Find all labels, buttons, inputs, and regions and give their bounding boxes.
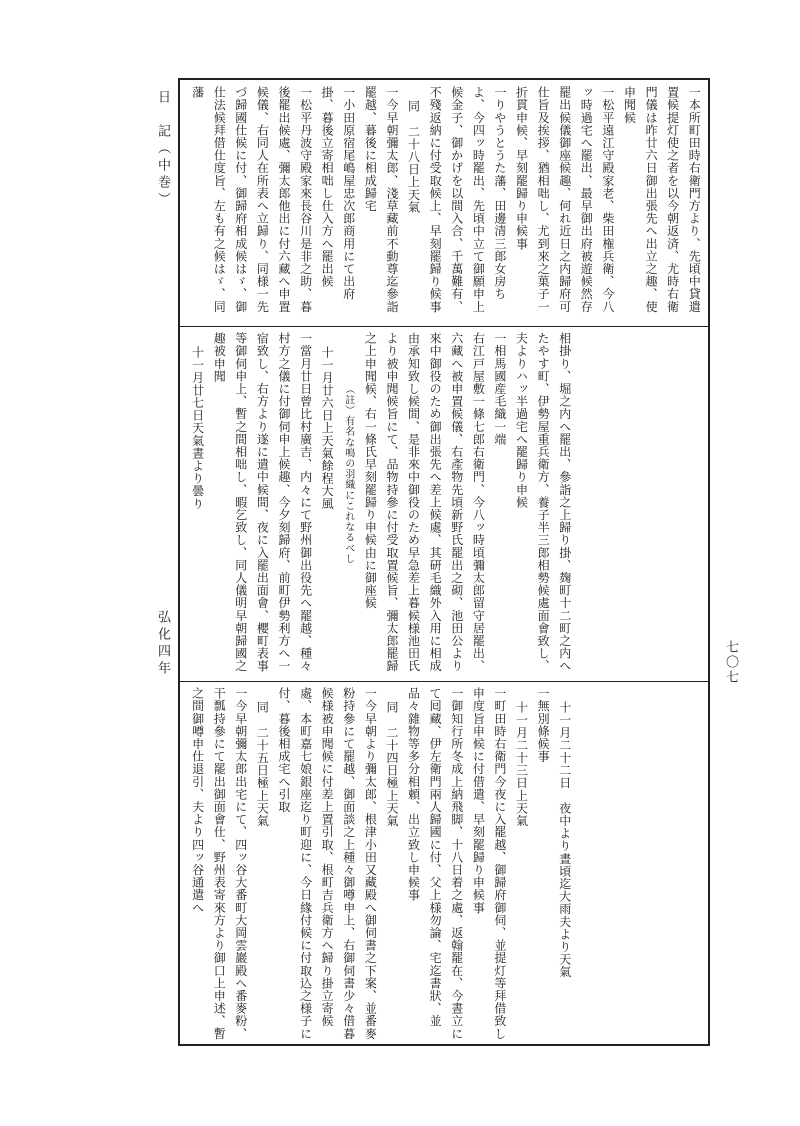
margin-book-title: 日 記（中巻） [155,90,170,209]
paragraph: 一町田時右衛門今夜に入罷越、御歸府御伺、並提灯等拜借致し申度旨申候に付借遣、早刻罷歸り申候事 [471,687,507,1040]
paragraph: 一小田原宿尾嶋屋忠次郎商用にて出府掛、暮後立寄相咄し仕入方へ罷出候 [320,86,356,301]
date-heading: 同 二十五日極上天氣 [255,701,270,827]
paragraph: 一御知行所冬成上納飛脚、十八日着之處、返翰罷在、今晝立に て囘藏、伊左衛門兩人歸國に付、父上様勿論、宅迄書狀、並品々雜物等多分相頼、出立致し申候事 [406,687,464,1040]
paragraph: 一無別條候事 [536,687,551,763]
paragraph: 一當月廿日曾比村廣吉、内々にて野州御出役先へ罷越、種々村方之儀に付御伺申上候趣、今夕刻歸府、前町伊勢利方へ一宿致し、右方より遂に遣中候間、夜に入罷出面會、櫻町表事等御伺申上、暫之間相咄し、暇乞致し、同人儀明早朝歸國之趣被申聞 [212,332,313,673]
date-heading: 同 二十四日極上天氣 [384,701,399,827]
date-heading: 十一月廿七日天氣晝より曇り [190,346,205,510]
section-top-text [186,86,702,322]
date-heading: 十一月二十二日 夜中より晝頃迄大雨夫より天氣 [557,701,572,979]
paragraph: 相掛り、堀之内へ罷出、參詣之上歸り掛、麹町十二町之内へたやす町、伊勢屋重兵衛方、養子半三郎相勢候處面會致し、夫よりハッ半過宅へ罷歸り申候 [514,332,572,673]
margin-era-label: 弘化四年 [155,610,170,678]
section-bottom [186,687,702,1042]
paragraph: 一今早朝彌太郎、淺草藏前不動尊迄參詣罷越、暮後に相成歸宅 [363,86,399,313]
section-top [186,86,702,322]
page-number: 七〇七 [723,640,738,685]
paragraph: 一相馬國産毛織一端 [492,332,507,446]
paragraph: 一本所町田時右衛門方より、先頃中貸遣置候提灯使之者を以今朝返済、尤時右衛門儀は昨廿六日御出張先へ出立之趣、使申聞候 [622,86,702,313]
paragraph: 右江戸屋敷一條七郎右衛門、今八ッ時頃彌太郎留守居罷出、六藏へ被申置候儀、右產物先頃新野氏罷出之砌、池田公より來中御役のため御出張先へ差上候處、其硏毛織外入用に相成由承知致し候間、是非來中御役のため早急差上暮候様池田氏より被申聞候旨にて、品物持參に付受取置候旨、彌太郎罷歸之上申聞候、右一條氏早刻罷歸り申候由に御座候 [363,332,486,673]
paragraph: 一松平丹波守殿家來長谷川是非之助、暮後罷出候處、彌太郎他出に付六藏へ申置候儀、右同人在所表へ立歸り、同様一先づ歸國仕候に付、御歸府相成候はゞ、御仕法候拜借仕度旨、左も有之候はゞ、同藩 [190,86,313,313]
horizontal-rule [180,681,708,682]
section-bottom-text [186,687,575,1042]
paragraph: 一今早朝より彌太郎、根津小田又藏殿へ御伺書之下案、並番麥粉持參にて罷越、御面談之上種々御噂申上、右御伺書少々借暮候様被申聞候に付差上置引取、根町吉兵衛方へ歸り掛立寄候處、本町嘉七娘銀座迄り町迎に、今日緣付候に付取込之様子に付、暮後相成宅へ引取 [276,687,378,1040]
paragraph: 一今早朝彌太郎出宅にて、四ッ谷大番町大岡雲巖殿へ番麥粉、干瓢持參にて罷出御面會仕、野州表寄來方より御口上申述、暫之間御噂申仕退引、夫より四ッ谷通遣へ [190,687,248,1040]
page-frame [178,78,710,1046]
date-heading: 十一月二十三日上天氣 [514,701,529,827]
section-middle-text [186,332,575,676]
editor-note: （註）有名な鳴の羽織にこれなるべし [342,384,354,565]
paragraph: 一松平遠江守殿家老、柴田権兵衛、今八ッ時過宅へ罷出、最早御出府被遊候然存罷出候儀御座候趣、何れ近日之内歸府可仕旨及挨拶、猶相咄し、尤到來之菓子一折貫申候、早刻罷歸り申候事 [514,86,615,313]
section-middle [186,332,702,676]
date-heading: 同 二十八日上天氣 [406,100,421,214]
date-heading: 十一月廿六日上天氣餘程大風 [320,346,335,510]
paragraph: 一りやうとうた藩、田邊清三郎女房ちよ、今四ッ時罷出、先頃中立て御願申上候金子、御かげを以間入合、千萬難有、不殘返納に付受取候上、早刻罷歸り候事 [428,86,507,313]
horizontal-rule [180,326,708,327]
